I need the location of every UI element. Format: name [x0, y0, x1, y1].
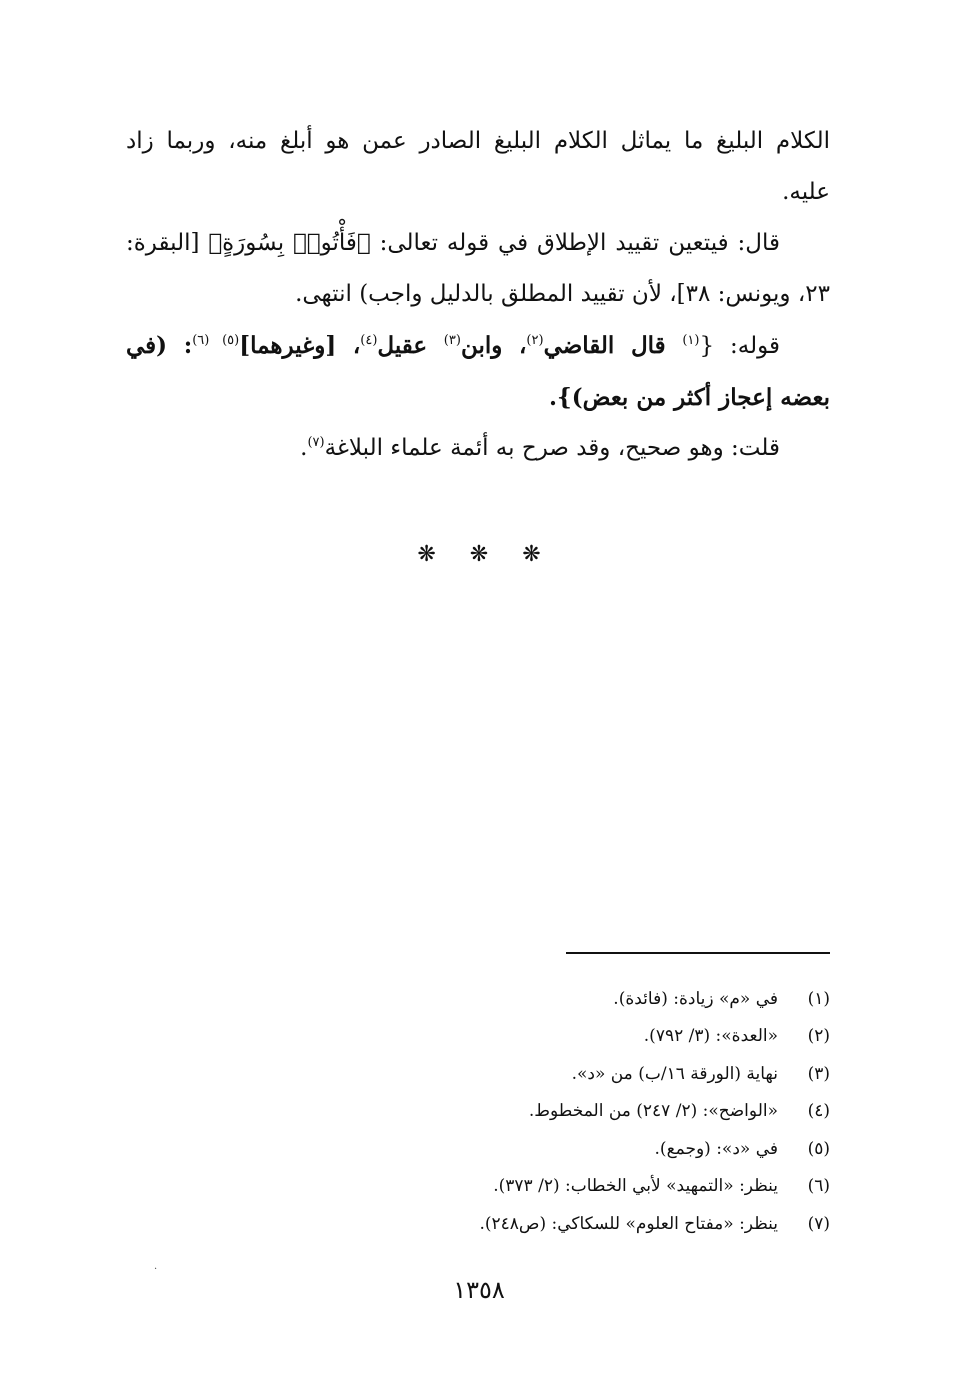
footnote-ref-1: (١)	[682, 333, 700, 348]
footnote-item	[310, 1130, 830, 1168]
paragraph-1-line-1: الكلام البليغ ما يماثل الكلام البليغ الصادر عمن هو أبلغ منه، وربما زاد	[126, 128, 830, 154]
footnote-ref-5-6: (٥) (٦)	[192, 333, 240, 348]
footnote-divider	[566, 952, 830, 954]
footnote-item	[310, 980, 830, 1018]
paragraph-4-end: .	[300, 435, 308, 461]
footnote-text: ينظر: «التمهيد» لأبي الخطاب: (٢/ ٣٧٣).	[493, 1176, 778, 1197]
footnote-number: (٣)	[807, 1063, 830, 1084]
paragraph-4-text: قلت: وهو صحيح، وقد صرح به أئمة علماء البلاغة	[324, 435, 780, 461]
footnote-ref-3: (٣)	[443, 333, 461, 348]
footnote-text: ينظر: «مفتاح العلوم» للسكاكي: (ص٢٤٨).	[479, 1213, 778, 1234]
paragraph-4	[126, 423, 830, 474]
footnote-number: (٤)	[807, 1101, 830, 1122]
asterism-icon: ❋	[417, 542, 436, 567]
footnote-ref-7: (٧)	[307, 435, 325, 450]
footnote-ref-4: (٤)	[360, 333, 378, 348]
quoted-tail: : (في	[126, 332, 193, 359]
quoted-ghayrihima: ، [وغيرهما]	[239, 332, 361, 359]
paragraph-2-line-2: ٢٣، ويونس: ٣٨]، لأن تقييد المطلق بالدليل واجب) انتهى.	[295, 281, 830, 307]
footnote-item	[310, 1205, 830, 1243]
asterism-icon: ❋	[469, 542, 489, 567]
footnote-text: في «د»: (وجمع).	[654, 1138, 778, 1159]
footnote-item	[310, 1093, 830, 1131]
footnote-item	[310, 1018, 830, 1056]
scan-speck: ·	[154, 1264, 158, 1275]
section-separator	[0, 542, 958, 567]
footnote-number: (٥)	[807, 1138, 830, 1159]
footnote-text: في «م» زيادة: (فائدة).	[613, 988, 778, 1009]
paragraph-1-line-2: عليه.	[782, 179, 830, 205]
asterism-icon: ❋	[522, 542, 541, 567]
main-text	[126, 116, 830, 474]
footnote-text: «العدة»: (٣/ ٧٩٢).	[643, 1026, 778, 1047]
footnote-number: (١)	[807, 988, 830, 1009]
quoted-ibn: ، وابن	[460, 332, 527, 359]
footnote-text: «الواضح»: (٢/ ٢٤٧) من المخطوط.	[528, 1101, 778, 1122]
footnote-item	[310, 1055, 830, 1093]
footnote-item	[310, 1168, 830, 1206]
quoted-aqil: عقيل	[377, 332, 444, 359]
quote-prefix: قوله: {	[699, 333, 781, 359]
page-number: ١٣٥٨	[453, 1276, 505, 1304]
footnote-number: (٦)	[807, 1176, 830, 1197]
footnote-text: نهاية (الورقة ١٦/ب) من «د».	[571, 1063, 778, 1084]
footnote-number: (٢)	[807, 1026, 830, 1047]
paragraph-3-line-1	[126, 320, 830, 372]
footnote-ref-2: (٢)	[526, 333, 544, 348]
footnotes	[310, 980, 830, 1243]
paragraph-2-line-1: قال: فيتعين تقييد الإطلاق في قوله تعالى: ﴿فَأْتُوا۟ بِسُورَةٍ﴾ [البقرة:	[126, 230, 780, 256]
footnote-number: (٧)	[807, 1213, 830, 1234]
quoted-qadi: قال القاضي	[543, 332, 683, 359]
paragraph-3-line-2: بعضه إعجاز أكثر من بعض)}.	[548, 384, 830, 411]
